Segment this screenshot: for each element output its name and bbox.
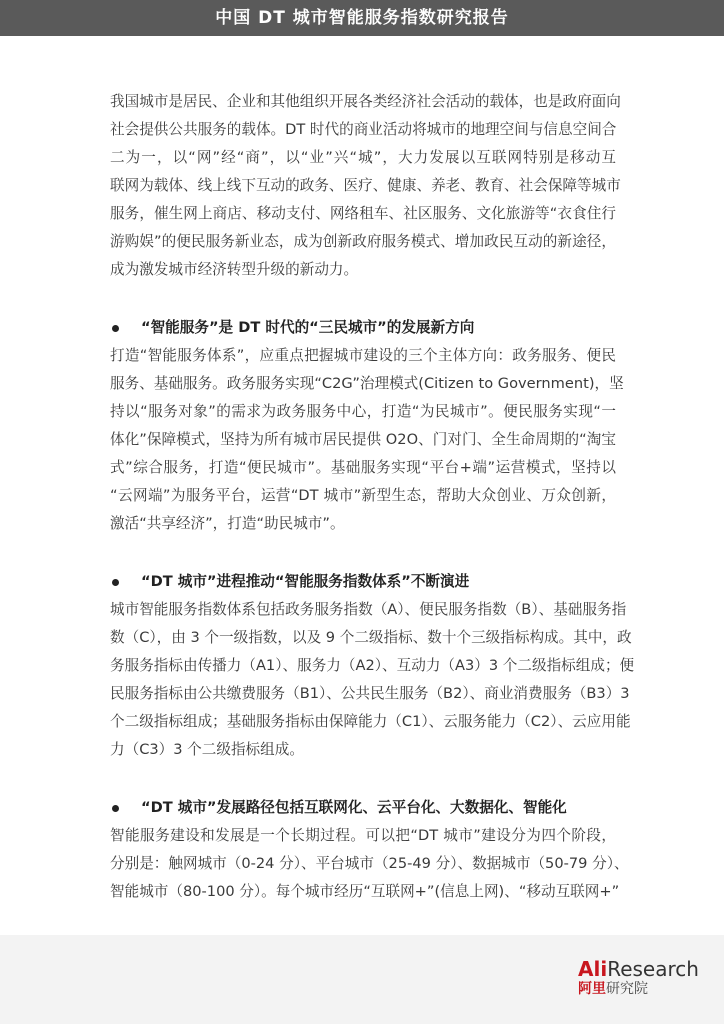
text-line: 民服务指标由公共缴费服务（B1）、公共民生服务（B2）、商业消费服务（B3）3: [110, 685, 630, 702]
text-line: 服务、基础服务。政务服务实现“C2G”治理模式(Citizen to Government)，坚: [110, 375, 624, 392]
text-line: 激活“共享经济”，打造“助民城市”。: [110, 515, 345, 532]
text-line: 式”综合服务，打造“便民城市”。基础服务实现“平台+端”运营模式，坚持以: [110, 459, 616, 476]
aliresearch-logo: [578, 958, 699, 998]
logo-cn-gray: 研究院: [606, 981, 648, 997]
text-line: 成为激发城市经济转型升级的新动力。: [110, 261, 359, 278]
text-line: 我国城市是居民、企业和其他组织开展各类经济社会活动的载体，也是政府面向: [110, 93, 621, 110]
section-smart-service: [110, 314, 624, 538]
bullet-icon: [112, 325, 119, 332]
text-line: 力（C3）3 个二级指标组成。: [110, 741, 304, 758]
text-line: 打造“智能服务体系”，应重点把握城市建设的三个主体方向：政务服务、便民: [110, 347, 616, 364]
heading-text: “DT 城市”发展路径包括互联网化、云平台化、大数据化、智能化: [141, 799, 567, 816]
text-line: 联网为载体、线上线下互动的政务、医疗、健康、养老、教育、社会保障等城市: [110, 177, 621, 194]
logo-ali-text: Ali: [578, 957, 608, 981]
section-heading: [110, 314, 616, 342]
bullet-icon: [112, 805, 119, 812]
section-heading: [110, 794, 616, 822]
text-line: 游购娱”的便民服务新业态，成为创新政府服务模式、增加政民互动的新途径，: [110, 233, 616, 250]
section-heading: [110, 568, 616, 596]
text-line: 城市智能服务指数体系包括政务服务指数（A）、便民服务指数（B）、基础服务指: [110, 601, 627, 618]
text-line: 智能服务建设和发展是一个长期过程。可以把“DT 城市”建设分为四个阶段，: [110, 827, 616, 844]
document-body: [110, 88, 635, 906]
text-line: 服务，催生网上商店、移动支付、网络租车、社区服务、文化旅游等“衣食住行: [110, 205, 616, 222]
text-line: 社会提供公共服务的载体。DT 时代的商业活动将城市的地理空间与信息空间合: [110, 121, 617, 138]
text-line: 持以“服务对象”的需求为政务服务中心，打造“为民城市”。便民服务实现“一: [110, 403, 616, 420]
report-title: 中国 DT 城市智能服务指数研究报告: [215, 8, 509, 28]
text-line: 数（C），由 3 个一级指数，以及 9 个二级指标、数十个三级指标构成。其中，政: [110, 629, 632, 646]
intro-paragraph: [110, 88, 621, 284]
section-index-system: [110, 568, 635, 764]
heading-text: “DT 城市”进程推动“智能服务指数体系”不断演进: [141, 573, 470, 590]
page-header: [0, 0, 724, 36]
text-line: 务服务指标由传播力（A1）、服务力（A2）、互动力（A3）3 个二级指标组成；便: [110, 657, 635, 674]
text-line: 二为一，以“网”经“商”，以“业”兴“城”，大力发展以互联网特别是移动互: [110, 149, 616, 166]
logo-research-text: Research: [607, 957, 699, 981]
text-line: “云网端”为服务平台，运营“DT 城市”新型生态，帮助大众创业、万众创新，: [110, 487, 616, 504]
text-line: 个二级指标组成；基础服务指标由保障能力（C1）、云服务能力（C2）、云应用能: [110, 713, 631, 730]
heading-text: “智能服务”是 DT 时代的“三民城市”的发展新方向: [141, 319, 475, 336]
text-line: 分别是：触网城市（0-24 分）、平台城市（25-49 分）、数据城市（50-79 分）、: [110, 855, 629, 872]
section-development-path: [110, 794, 629, 906]
text-line: 体化”保障模式，坚持为所有城市居民提供 O2O、门对门、全生命周期的“淘宝: [110, 431, 616, 448]
bullet-icon: [112, 579, 119, 586]
logo-cn-red: 阿里: [578, 981, 606, 997]
text-line: 智能城市（80-100 分）。每个城市经历“互联网+”(信息上网)、“移动互联网+”: [110, 883, 620, 900]
